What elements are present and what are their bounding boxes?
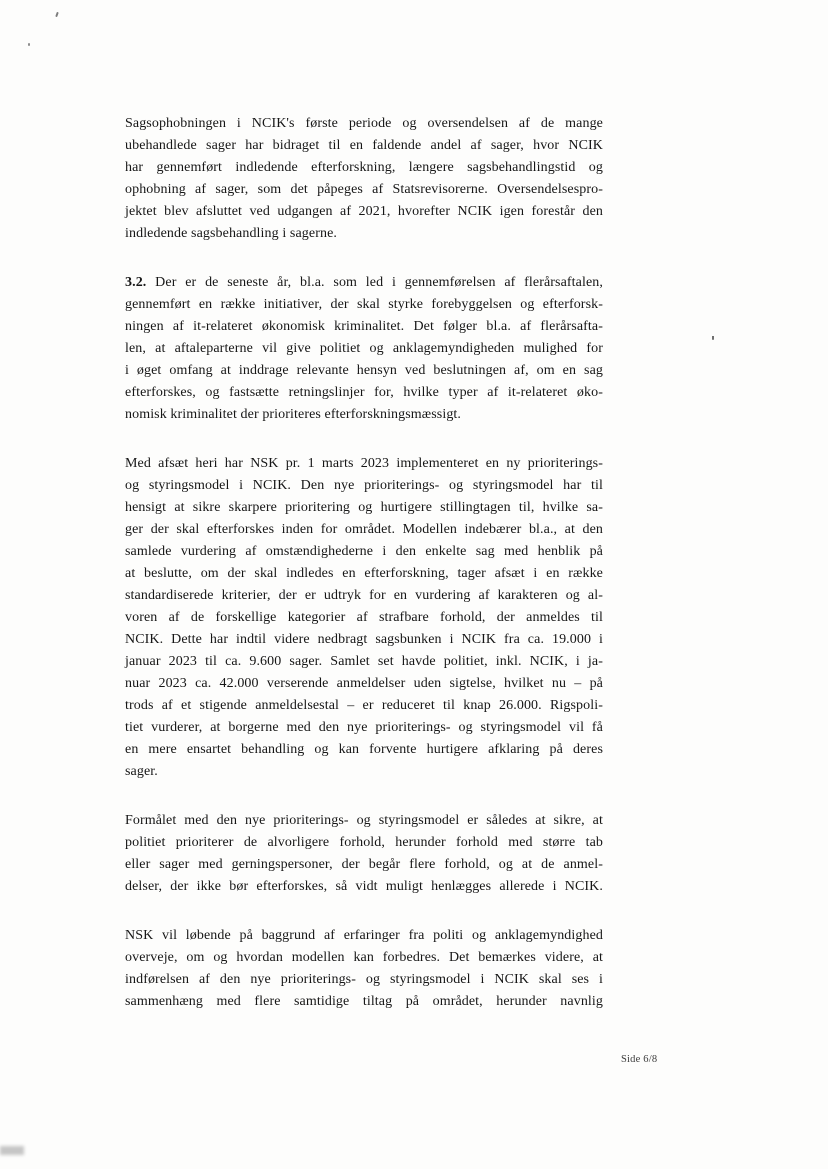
text-line: i øget omfang at inddrage relevante hensyn ved beslutningen af, om en sag: [125, 363, 603, 378]
text-line: Sagsophobningen i NCIK's første periode og oversendelsen af de mange: [125, 116, 603, 131]
text-line: Formålet med den nye prioriterings- og styringsmodel er således at sikre, at: [125, 813, 603, 828]
text-line: gennemført en række initiativer, der skal styrke forebyggelsen og efterforsk-: [125, 297, 603, 312]
text-line: sager.: [125, 764, 158, 779]
section-number: 3.2.: [125, 275, 147, 290]
text-line: januar 2023 til ca. 9.600 sager. Samlet set havde politiet, inkl. NCIK, i ja-: [125, 654, 603, 669]
text-line: tiet vurderer, at borgerne med den nye prioriterings- og styringsmodel vil få: [125, 720, 603, 735]
text-line: nomisk kriminalitet der prioriteres efterforskningsmæssigt.: [125, 407, 462, 422]
text-line: at beslutte, om der skal indledes en efterforskning, tager afsæt i en række: [125, 566, 603, 581]
text-line: Med afsæt heri har NSK pr. 1 marts 2023 implementeret en ny prioriterings-: [125, 456, 603, 471]
text-line: har gennemført indledende efterforskning, længere sagsbehandlingstid og: [125, 160, 603, 175]
text-line: nuar 2023 ca. 42.000 verserende anmeldelser uden sigtelse, hvilket nu – på: [125, 676, 603, 691]
scan-artifact: [55, 12, 59, 17]
text-line: ubehandlede sager har bidraget til en faldende andel af sager, hvor NCIK: [125, 138, 603, 153]
text-line: NSK vil løbende på baggrund af erfaringer fra politi og anklagemyndighed: [125, 928, 603, 943]
text-line: ger der skal efterforskes inden for området. Modellen indebærer bl.a., at den: [125, 522, 603, 537]
text-line: len, at aftaleparterne vil give politiet og anklagemyndigheden mulighed for: [125, 341, 603, 356]
text-line: indledende sagsbehandling i sagerne.: [125, 226, 337, 241]
paragraph: [125, 925, 603, 1013]
text-line: politiet prioriterer de alvorligere forhold, herunder forhold med større tab: [125, 835, 603, 850]
text-line: ophobning af sager, som det påpeges af Statsrevisorerne. Oversendelsespro-: [125, 182, 603, 197]
text-line: delser, der ikke bør efterforskes, så vidt muligt henlægges allerede i NCIK.: [125, 879, 603, 894]
paragraph: [125, 272, 603, 426]
text-line: efterforskes, og fastsætte retningslinjer for, hvilke typer af it-relateret øko-: [125, 385, 603, 400]
text-line: ningen af it-relateret økonomisk kriminalitet. Det følger bl.a. af flerårsafta-: [125, 319, 603, 334]
text-line: 3.2. Der er de seneste år, bl.a. som led i gennemførelsen af flerårsaftalen,: [125, 275, 603, 290]
paragraph: [125, 810, 603, 898]
text-line: overveje, om og hvordan modellen kan forbedres. Det bemærkes videre, at: [125, 950, 603, 965]
text-line: hensigt at sikre skarpere prioritering og hurtigere stillingtagen til, hvilke sa-: [125, 500, 603, 515]
scan-artifact: [0, 1146, 24, 1155]
scan-artifact: [712, 336, 714, 340]
text-line: sammenhæng med flere samtidige tiltag på området, herunder navnlig: [125, 994, 603, 1009]
text-line: trods af et stigende anmeldelsestal – er reduceret til knap 26.000. Rigspoli-: [125, 698, 603, 713]
text-line: NCIK. Dette har indtil videre nedbragt sagsbunken i NCIK fra ca. 19.000 i: [125, 632, 603, 647]
page-number: Side 6/8: [621, 1054, 658, 1065]
text-line: eller sager med gerningspersoner, der begår flere forhold, og at de anmel-: [125, 857, 603, 872]
text-line: jektet blev afsluttet ved udgangen af 2021, hvorefter NCIK igen forestår den: [125, 204, 603, 219]
text-line: og styringsmodel i NCIK. Den nye prioriterings- og styringsmodel har til: [125, 478, 603, 493]
text-line: standardiserede kriterier, der er udtryk for en vurdering af karakteren og al-: [125, 588, 603, 603]
document-body: [125, 113, 603, 1040]
text-line: voren af de forskellige kategorier af strafbare forhold, der anmeldes til: [125, 610, 603, 625]
text-line: samlede vurdering af omstændighederne i den enkelte sag med henblik på: [125, 544, 603, 559]
paragraph: [125, 453, 603, 783]
text-line: indførelsen af den nye prioriterings- og styringsmodel i NCIK skal ses i: [125, 972, 603, 987]
scan-artifact: [28, 43, 30, 46]
paragraph: [125, 113, 603, 245]
text-line: en mere ensartet behandling og kan forvente hurtigere afklaring på deres: [125, 742, 603, 757]
